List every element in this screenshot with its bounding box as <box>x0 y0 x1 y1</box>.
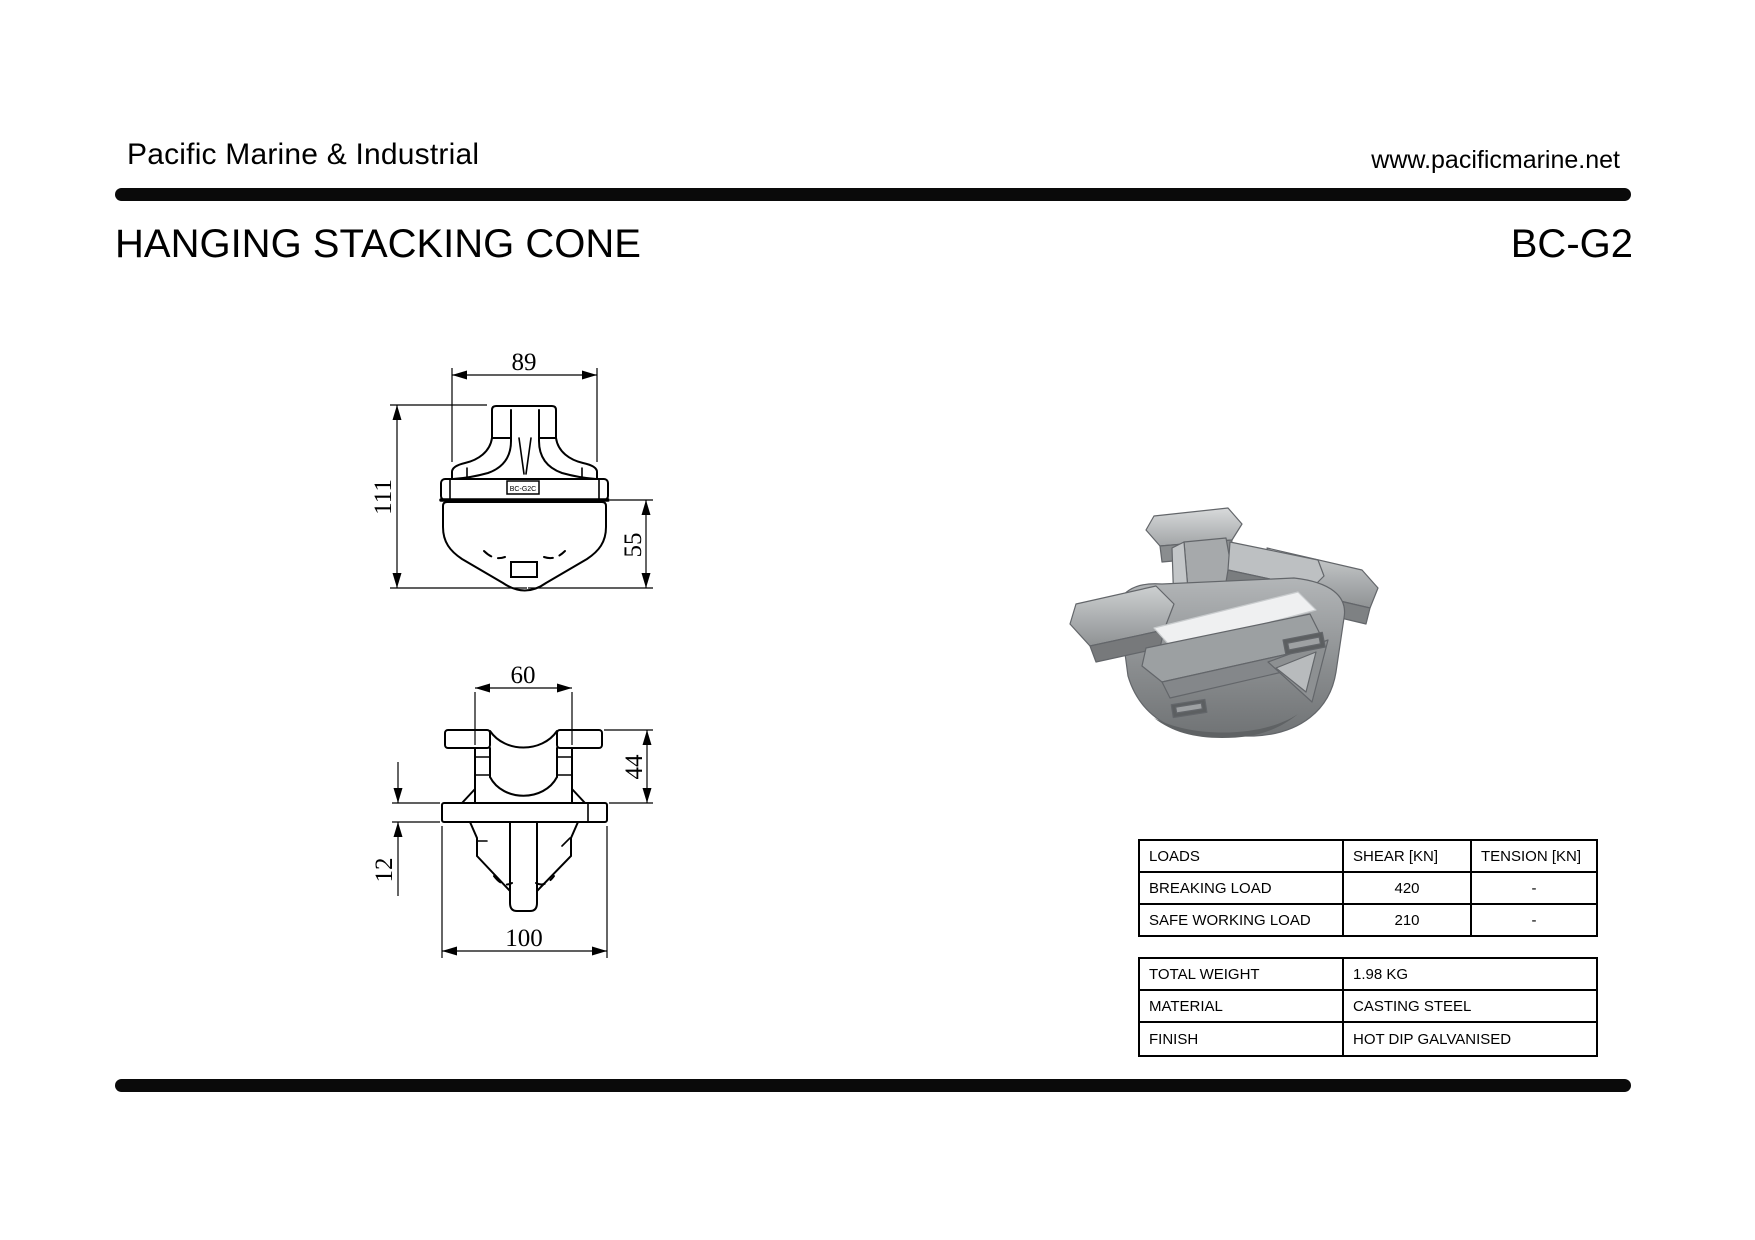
table-row <box>1139 1022 1597 1056</box>
table-cell: MATERIAL <box>1139 990 1343 1022</box>
table-cell: SAFE WORKING LOAD <box>1139 904 1343 936</box>
table-header-cell: SHEAR [KN] <box>1343 840 1471 872</box>
table-cell: 1.98 KG <box>1343 958 1597 990</box>
product-photo <box>1062 486 1392 746</box>
table-header-cell: TENSION [KN] <box>1471 840 1597 872</box>
front-view-drawing <box>340 340 670 610</box>
dimension-label: 60 <box>510 662 536 689</box>
table-cell: BREAKING LOAD <box>1139 872 1343 904</box>
table-cell: 420 <box>1343 872 1471 904</box>
divider-bar-top <box>115 188 1631 201</box>
dimension-label: 12 <box>371 857 398 883</box>
table-row <box>1139 958 1597 990</box>
website-url: www.pacificmarine.net <box>1371 146 1620 174</box>
table-cell: FINISH <box>1139 1022 1343 1056</box>
divider-bar-bottom <box>115 1079 1631 1092</box>
part-label: BC-G2C <box>509 486 537 493</box>
loads-table <box>1138 839 1598 937</box>
table-row <box>1139 840 1597 872</box>
specs-table <box>1138 957 1598 1057</box>
table-row <box>1139 872 1597 904</box>
table-cell: - <box>1471 904 1597 936</box>
company-name: Pacific Marine & Industrial <box>127 138 480 171</box>
table-header-cell: LOADS <box>1139 840 1343 872</box>
model-number: BC-G2 <box>1510 222 1633 266</box>
side-view-drawing <box>350 650 670 970</box>
dimension-arrows <box>394 684 652 956</box>
dimension-label: 55 <box>620 532 647 558</box>
dimension-label: 44 <box>621 754 648 780</box>
dimension-label: 111 <box>370 479 397 515</box>
dimension-label: 100 <box>505 925 543 952</box>
table-row <box>1139 904 1597 936</box>
dimension-label: 89 <box>511 349 537 376</box>
table-cell: - <box>1471 872 1597 904</box>
page-title: HANGING STACKING CONE <box>115 222 641 266</box>
table-cell: 210 <box>1343 904 1471 936</box>
table-cell: TOTAL WEIGHT <box>1139 958 1343 990</box>
table-cell: CASTING STEEL <box>1343 990 1597 1022</box>
table-cell: HOT DIP GALVANISED <box>1343 1022 1597 1056</box>
table-row <box>1139 990 1597 1022</box>
